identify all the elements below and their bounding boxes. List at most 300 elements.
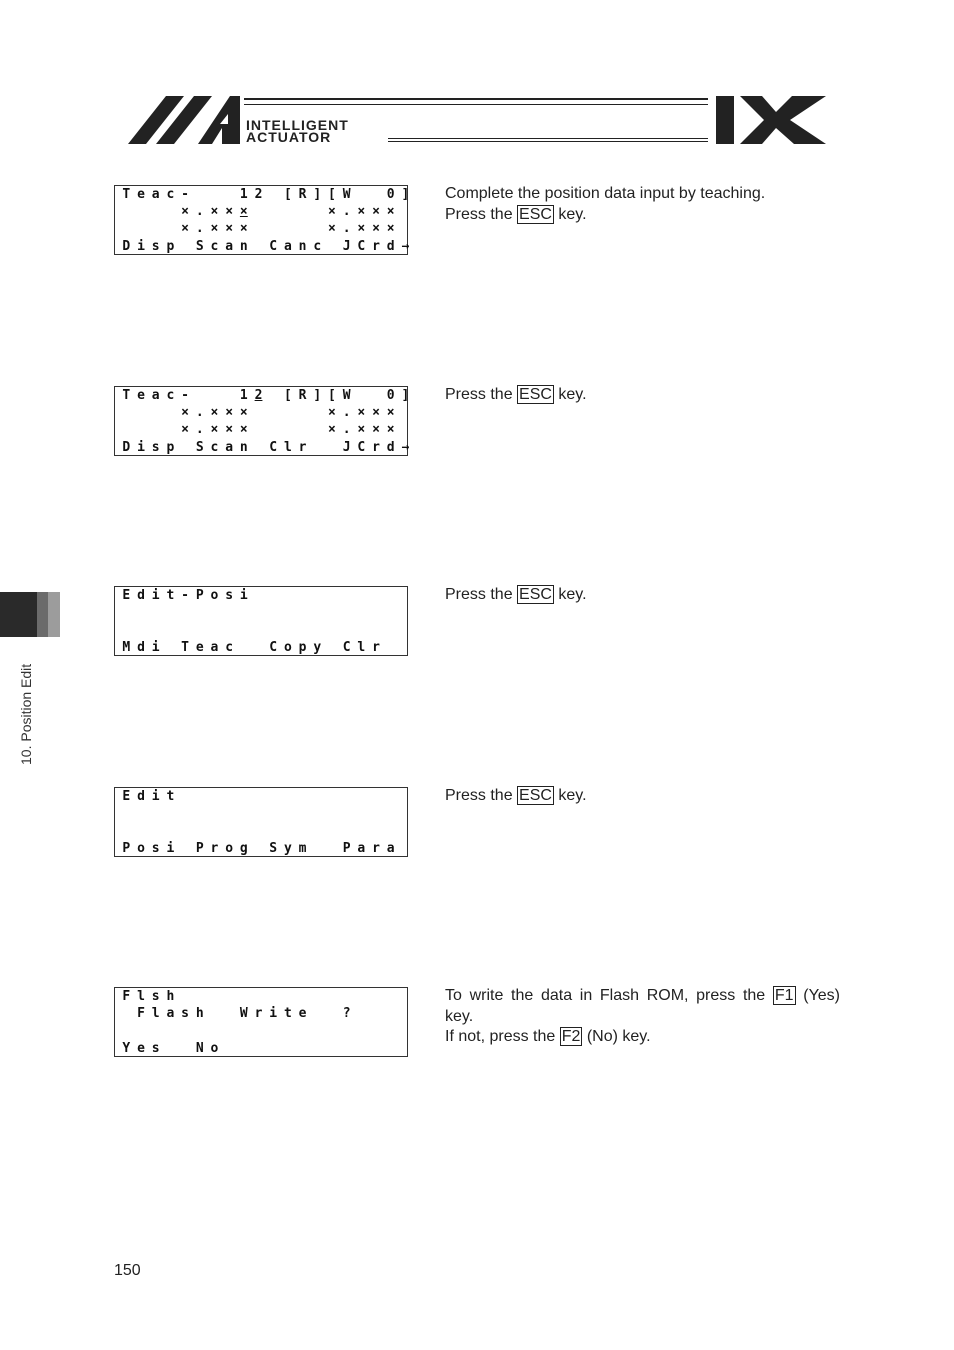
lcd-char: 2 xyxy=(254,187,263,202)
lcd-char: C xyxy=(357,440,366,455)
lcd-char xyxy=(148,1023,163,1039)
lcd-char xyxy=(237,806,252,822)
lcd-char: E xyxy=(122,588,131,603)
lcd-char: S xyxy=(195,239,204,254)
lcd-char xyxy=(163,204,178,220)
lcd-char xyxy=(119,605,134,621)
lcd-char xyxy=(237,1023,252,1039)
lcd-char xyxy=(369,588,384,604)
lcd-row xyxy=(119,239,413,255)
lcd-screen-teach-1 xyxy=(114,185,408,255)
lcd-char xyxy=(134,605,149,621)
lcd-char: × xyxy=(181,204,189,219)
lcd-char: c xyxy=(225,640,234,655)
lcd-char: n xyxy=(298,239,307,254)
lcd-char xyxy=(398,806,413,822)
lcd-char xyxy=(325,1041,340,1057)
lcd-char xyxy=(251,405,266,421)
lcd-char xyxy=(398,823,413,839)
lcd-char xyxy=(266,422,281,438)
lcd-char xyxy=(237,989,252,1005)
lcd-char: W xyxy=(342,388,351,403)
lcd-char xyxy=(266,405,281,421)
lcd-char: × xyxy=(181,221,189,236)
lcd-row xyxy=(119,1041,413,1057)
lcd-char: s xyxy=(151,239,160,254)
lcd-char xyxy=(339,1023,354,1039)
lcd-char xyxy=(251,989,266,1005)
lcd-char: r xyxy=(372,440,380,455)
lcd-char xyxy=(295,204,310,220)
page-number: 150 xyxy=(114,1262,141,1279)
lcd-char xyxy=(266,622,281,638)
lcd-char: i xyxy=(137,239,145,254)
lcd-char xyxy=(134,1023,149,1039)
lcd-char xyxy=(295,605,310,621)
lcd-char xyxy=(192,823,207,839)
lcd-char xyxy=(266,806,281,822)
lcd-char: S xyxy=(269,841,278,856)
lcd-char xyxy=(369,1041,384,1057)
lcd-char xyxy=(119,622,134,638)
lcd-char: r xyxy=(372,640,380,655)
lcd-char: - xyxy=(181,187,189,202)
lcd-char xyxy=(325,1006,340,1022)
lcd-char xyxy=(398,1041,413,1057)
lcd-char xyxy=(192,989,207,1005)
lcd-char xyxy=(295,823,310,839)
instruction-text: key. xyxy=(445,1007,474,1025)
lcd-char xyxy=(325,239,340,255)
instruction-step-5 xyxy=(445,986,840,1048)
lcd-char xyxy=(354,622,369,638)
lcd-char: r xyxy=(372,239,380,254)
lcd-char: . xyxy=(195,204,204,219)
instruction-text: Press the xyxy=(445,787,518,804)
instruction-text: key. xyxy=(553,787,587,804)
lcd-char: 1 xyxy=(239,187,248,202)
lcd-row xyxy=(119,640,413,656)
lcd-char: D xyxy=(122,239,131,254)
lcd-char: . xyxy=(342,422,351,437)
lcd-char xyxy=(134,405,149,421)
lcd-row xyxy=(119,1006,413,1022)
lcd-char xyxy=(222,1023,237,1039)
lcd-char: × xyxy=(328,204,336,219)
key-label: ESC xyxy=(519,586,552,603)
lcd-char xyxy=(148,422,163,438)
lcd-char xyxy=(178,622,193,638)
lcd-char xyxy=(398,841,413,857)
key-label: ESC xyxy=(519,787,552,804)
lcd-char xyxy=(383,640,398,656)
lcd-char: × xyxy=(210,422,219,437)
lcd-char xyxy=(134,204,149,220)
lcd-char: - xyxy=(181,388,189,403)
lcd-char: ? xyxy=(342,1006,351,1021)
lcd-char: i xyxy=(137,440,145,455)
lcd-char xyxy=(398,405,413,421)
lcd-char xyxy=(178,789,193,805)
lcd-char xyxy=(398,622,413,638)
lcd-char xyxy=(369,388,384,404)
lcd-char xyxy=(369,806,384,822)
lcd-char xyxy=(148,405,163,421)
lcd-char xyxy=(207,622,222,638)
lcd-char: a xyxy=(225,440,234,455)
lcd-char xyxy=(222,823,237,839)
lcd-char xyxy=(354,1041,369,1057)
lcd-char: C xyxy=(269,640,278,655)
lcd-char xyxy=(310,806,325,822)
key-label: ESC xyxy=(519,386,552,403)
lcd-char xyxy=(163,823,178,839)
lcd-char xyxy=(163,1023,178,1039)
lcd-char: S xyxy=(195,440,204,455)
lcd-char: D xyxy=(122,440,131,455)
lcd-char: W xyxy=(342,187,351,202)
lcd-char xyxy=(251,622,266,638)
lcd-char: s xyxy=(225,588,234,603)
lcd-char: M xyxy=(122,640,131,655)
lcd-char: 1 xyxy=(239,388,248,403)
lcd-char xyxy=(398,204,413,220)
lcd-char: . xyxy=(195,422,204,437)
lcd-char xyxy=(192,789,207,805)
instruction-line xyxy=(445,986,840,1007)
lcd-char xyxy=(281,405,296,421)
lcd-char: l xyxy=(151,1006,160,1021)
lcd-char xyxy=(310,440,325,456)
lcd-char xyxy=(310,1006,325,1022)
lcd-char xyxy=(354,789,369,805)
lcd-char: s xyxy=(151,841,160,856)
lcd-char xyxy=(383,806,398,822)
lcd-char xyxy=(192,806,207,822)
lcd-char xyxy=(251,806,266,822)
lcd-char xyxy=(281,789,296,805)
lcd-row xyxy=(119,841,413,857)
lcd-char: . xyxy=(342,221,351,236)
lcd-char: c xyxy=(313,239,322,254)
lcd-char: a xyxy=(283,239,292,254)
lcd-screen-teach-2 xyxy=(114,386,408,456)
lcd-char xyxy=(163,405,178,421)
lcd-char xyxy=(310,1023,325,1039)
lcd-char xyxy=(222,388,237,404)
lcd-char: y xyxy=(283,841,292,856)
lcd-char: - xyxy=(181,588,189,603)
lcd-char xyxy=(266,989,281,1005)
lcd-row xyxy=(119,605,413,621)
lcd-char xyxy=(310,789,325,805)
lcd-char xyxy=(354,989,369,1005)
lcd-char xyxy=(178,440,193,456)
instruction-text: (No) key. xyxy=(582,1028,651,1045)
lcd-char xyxy=(251,588,266,604)
lcd-char xyxy=(398,989,413,1005)
lcd-char: × xyxy=(210,204,219,219)
lcd-char xyxy=(383,989,398,1005)
lcd-char xyxy=(325,588,340,604)
lcd-char: F xyxy=(122,989,131,1004)
lcd-char xyxy=(281,588,296,604)
lcd-char xyxy=(251,1023,266,1039)
lcd-row xyxy=(119,1023,413,1039)
lcd-char: R xyxy=(298,388,307,403)
lcd-char: p xyxy=(298,640,307,655)
lcd-char: × xyxy=(328,422,336,437)
instruction-step-2 xyxy=(445,385,840,406)
lcd-char xyxy=(237,823,252,839)
lcd-char xyxy=(207,989,222,1005)
lcd-char: × xyxy=(210,221,219,236)
lcd-char: s xyxy=(151,1041,160,1056)
lcd-char xyxy=(339,1041,354,1057)
lcd-char: × xyxy=(210,405,219,420)
lcd-char xyxy=(222,1041,237,1057)
lcd-char xyxy=(148,622,163,638)
lcd-char xyxy=(325,789,340,805)
lcd-char: r xyxy=(372,841,380,856)
lcd-char xyxy=(163,1041,178,1057)
lcd-char: . xyxy=(195,405,204,420)
lcd-char xyxy=(310,588,325,604)
lcd-char xyxy=(325,622,340,638)
lcd-char xyxy=(266,187,281,203)
lcd-char: × xyxy=(386,405,395,420)
lcd-char xyxy=(281,806,296,822)
lcd-char: e xyxy=(137,388,145,403)
lcd-screen-edit xyxy=(114,787,408,857)
lcd-char: × xyxy=(328,221,336,236)
lcd-char: C xyxy=(357,239,366,254)
lcd-char: a xyxy=(151,187,160,202)
lcd-char: × xyxy=(357,204,366,219)
lcd-char xyxy=(163,422,178,438)
lcd-char: a xyxy=(151,388,160,403)
lcd-char: d xyxy=(137,640,145,655)
lcd-row xyxy=(119,187,413,203)
lcd-char xyxy=(178,989,193,1005)
lcd-char xyxy=(134,422,149,438)
lcd-char xyxy=(207,388,222,404)
lcd-row xyxy=(119,989,413,1005)
lcd-char xyxy=(295,989,310,1005)
lcd-char: . xyxy=(195,221,204,236)
lcd-char xyxy=(119,422,134,438)
lcd-char: × xyxy=(386,221,395,236)
lcd-char xyxy=(383,1006,398,1022)
lcd-char xyxy=(178,823,193,839)
lcd-screen-edit-posi xyxy=(114,586,408,656)
lcd-char xyxy=(281,1023,296,1039)
lcd-char xyxy=(266,204,281,220)
lcd-char xyxy=(237,789,252,805)
instruction-text: Complete the position data input by teaching. xyxy=(445,185,766,202)
instruction-line xyxy=(445,184,840,205)
lcd-char xyxy=(398,588,413,604)
lcd-char: l xyxy=(137,989,145,1004)
lcd-char: a xyxy=(225,239,234,254)
lcd-char: o xyxy=(210,1041,219,1056)
instruction-line xyxy=(445,1027,840,1048)
lcd-char: d xyxy=(137,789,145,804)
lcd-char: × xyxy=(181,405,189,420)
lcd-char xyxy=(310,221,325,237)
instruction-text: key. xyxy=(553,205,587,223)
lcd-char xyxy=(281,989,296,1005)
lcd-char xyxy=(192,388,207,404)
lcd-char: × xyxy=(225,422,234,437)
lcd-char: × xyxy=(357,422,366,437)
lcd-char: c xyxy=(166,187,175,202)
lcd-char xyxy=(178,605,193,621)
lcd-row xyxy=(119,440,413,456)
instruction-text: (Yes) xyxy=(795,987,840,1004)
lcd-char: 0 xyxy=(386,388,395,403)
lcd-char xyxy=(369,789,384,805)
lcd-char: d xyxy=(386,239,395,254)
lcd-char: e xyxy=(137,1041,145,1056)
lcd-char: l xyxy=(283,440,292,455)
lcd-char: l xyxy=(357,640,366,655)
instruction-line xyxy=(445,385,840,406)
lcd-char: r xyxy=(254,1006,263,1021)
lcd-char: × xyxy=(372,221,380,236)
lcd-char: × xyxy=(239,422,248,437)
brand-line2: ACTUATOR xyxy=(246,129,332,145)
lcd-char: i xyxy=(239,588,248,603)
lcd-char xyxy=(251,789,266,805)
lcd-char: × xyxy=(386,204,395,219)
lcd-char: c xyxy=(166,388,175,403)
lcd-char xyxy=(119,1023,134,1039)
lcd-row xyxy=(119,622,413,638)
lcd-char: e xyxy=(137,187,145,202)
instruction-line xyxy=(445,205,840,226)
lcd-char xyxy=(398,221,413,237)
lcd-char: [ xyxy=(328,187,336,202)
lcd-char xyxy=(192,622,207,638)
lcd-char xyxy=(354,588,369,604)
lcd-char xyxy=(266,1041,281,1057)
lcd-char: × xyxy=(225,221,234,236)
lcd-char: r xyxy=(298,440,307,455)
lcd-char xyxy=(369,622,384,638)
lcd-char: × xyxy=(239,405,248,420)
lcd-char xyxy=(237,1041,252,1057)
lcd-char xyxy=(134,823,149,839)
lcd-row xyxy=(119,789,413,805)
lcd-char xyxy=(266,1023,281,1039)
lcd-char xyxy=(339,588,354,604)
lcd-char xyxy=(354,823,369,839)
lcd-char xyxy=(383,622,398,638)
lcd-char xyxy=(383,823,398,839)
lcd-char xyxy=(310,989,325,1005)
lcd-char xyxy=(134,221,149,237)
lcd-char xyxy=(339,605,354,621)
lcd-char xyxy=(310,405,325,421)
lcd-char: × xyxy=(225,204,234,219)
lcd-char xyxy=(339,806,354,822)
lcd-char: i xyxy=(151,640,160,655)
lcd-char xyxy=(339,622,354,638)
lcd-char xyxy=(119,1006,134,1022)
lcd-char: P xyxy=(122,841,131,856)
lcd-char xyxy=(237,640,252,656)
instruction-text: key. xyxy=(553,586,587,603)
lcd-char xyxy=(295,221,310,237)
lcd-char xyxy=(369,823,384,839)
lcd-char: × xyxy=(372,405,380,420)
lcd-char xyxy=(281,221,296,237)
lcd-char: d xyxy=(386,440,395,455)
chapter-tab xyxy=(0,592,60,637)
lcd-char: s xyxy=(181,1006,189,1021)
lcd-char xyxy=(207,605,222,621)
lcd-char: c xyxy=(210,239,219,254)
lcd-char: n xyxy=(239,440,248,455)
lcd-char xyxy=(281,605,296,621)
lcd-char: d xyxy=(137,588,145,603)
lcd-char: h xyxy=(195,1006,204,1021)
lcd-char: × xyxy=(357,221,366,236)
lcd-char xyxy=(134,622,149,638)
lcd-char xyxy=(383,1041,398,1057)
lcd-char: F xyxy=(137,1006,145,1021)
lcd-char: J xyxy=(342,440,351,455)
lcd-char xyxy=(281,823,296,839)
lcd-char xyxy=(178,239,193,255)
lcd-char: × xyxy=(225,405,234,420)
lcd-char xyxy=(354,187,369,203)
lcd-char xyxy=(398,1006,413,1022)
lcd-char: 2 xyxy=(254,388,263,403)
lcd-char xyxy=(222,989,237,1005)
lcd-char xyxy=(295,806,310,822)
lcd-char xyxy=(163,806,178,822)
lcd-char: C xyxy=(269,440,278,455)
lcd-char xyxy=(325,1023,340,1039)
lcd-char: ] xyxy=(313,388,322,403)
lcd-char: y xyxy=(313,640,322,655)
lcd-char xyxy=(354,388,369,404)
instruction-text: If not, press the xyxy=(445,1028,560,1045)
lcd-char: o xyxy=(137,841,145,856)
lcd-char xyxy=(398,1023,413,1039)
lcd-char xyxy=(251,640,266,656)
lcd-char xyxy=(354,1023,369,1039)
instruction-step-1 xyxy=(445,184,840,225)
lcd-char xyxy=(310,823,325,839)
lcd-char: p xyxy=(166,440,175,455)
instruction-step-4 xyxy=(445,786,840,807)
lcd-char: . xyxy=(342,204,351,219)
lcd-char xyxy=(398,640,413,656)
lcd-char xyxy=(148,605,163,621)
lcd-char xyxy=(281,422,296,438)
lcd-char xyxy=(251,605,266,621)
lcd-char: P xyxy=(342,841,351,856)
lcd-char: [ xyxy=(283,388,292,403)
lcd-char: h xyxy=(166,989,175,1004)
lcd-char: t xyxy=(283,1006,292,1021)
lcd-char xyxy=(369,1006,384,1022)
lcd-char: R xyxy=(298,187,307,202)
lcd-char: × xyxy=(181,422,189,437)
